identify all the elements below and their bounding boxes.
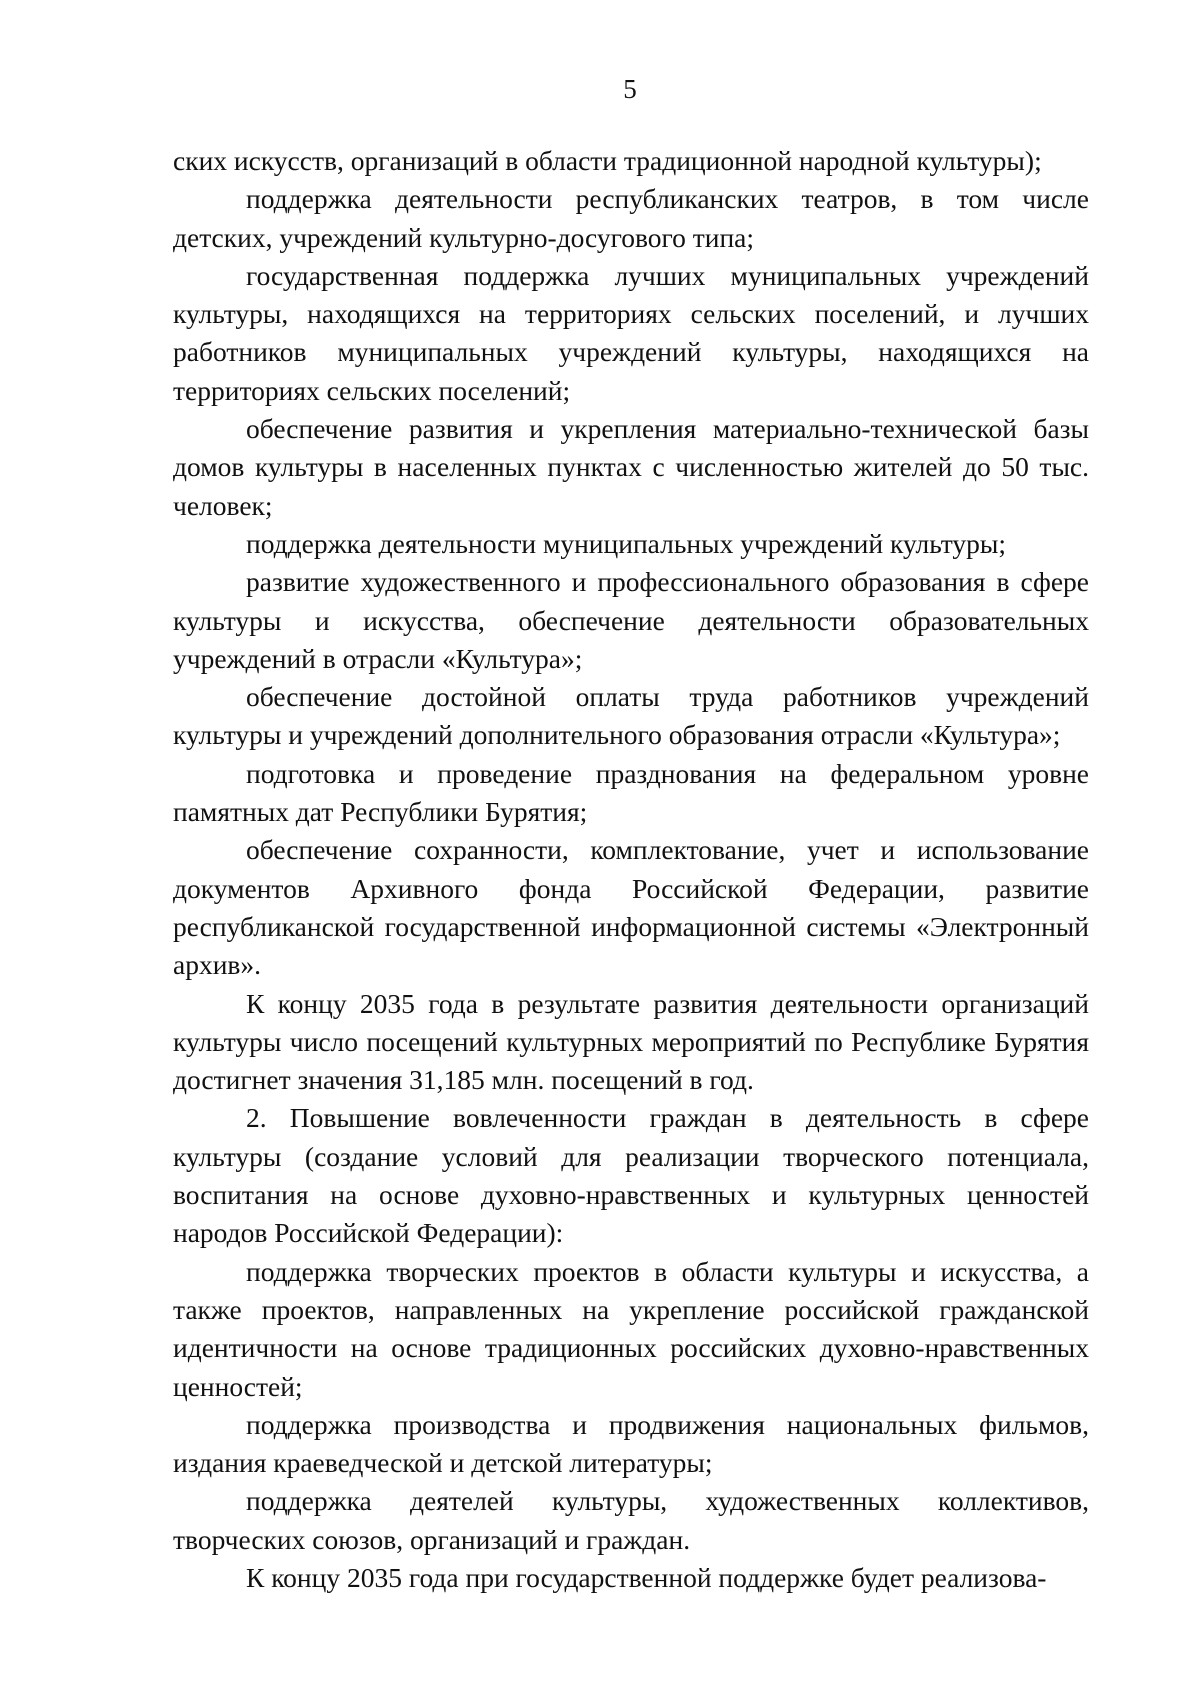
- paragraph: поддержка деятельности муниципальных учреждений культуры;: [246, 527, 1006, 559]
- paragraph: 2. Повышение вовлеченности граждан в деятельность в сфере культуры (создание условий для реализации творческого потенциала, воспитания на основе духовно-нравственных и культурных ценностей народов Российской Федерации):: [173, 1102, 1089, 1249]
- paragraph: К концу 2035 года в результате развития деятельности организаций культуры число посещений культурных мероприятий по Республике Бурятия достигнет значения 31,185 млн. посещений в год.: [173, 987, 1089, 1096]
- paragraph: обеспечение достойной оплаты труда работников учреждений культуры и учреждений дополнительного образования отрасли «Культура»;: [173, 681, 1089, 751]
- paragraph: поддержка творческих проектов в области культуры и искусства, а также проектов, направленных на укрепление российской гражданской идентичности на основе традиционных российских духовно-нравственных ценностей;: [173, 1255, 1089, 1402]
- paragraph: К концу 2035 года при государственной поддержке будет реализова-: [246, 1561, 1047, 1593]
- paragraph: обеспечение развития и укрепления материально-технической базы домов культуры в населенных пунктах с численностью жителей до 50 тыс. человек;: [173, 413, 1089, 521]
- paragraph: поддержка производства и продвижения национальных фильмов, издания краеведческой и детской литературы;: [173, 1408, 1089, 1479]
- paragraph: подготовка и проведение празднования на федеральном уровне памятных дат Республики Бурятия;: [173, 757, 1089, 828]
- paragraph: поддержка деятелей культуры, художественных коллективов, творческих союзов, организаций и граждан.: [173, 1485, 1089, 1555]
- paragraph: государственная поддержка лучших муниципальных учреждений культуры, находящихся на территориях сельских поселений, и лучших работников муниципальных учреждений культуры, находящихся на территориях сельских поселений;: [173, 259, 1089, 406]
- paragraph: поддержка деятельности республиканских театров, в том числе детских, учреждений культурно-досугового типа;: [173, 183, 1089, 253]
- paragraph: ских искусств, организаций в области традиционной народной культуры);: [173, 145, 1042, 176]
- document-body: [173, 142, 1089, 1597]
- paragraph: обеспечение сохранности, комплектование, учет и использование документов Архивного фонда Российской Федерации, развитие республиканской государственной информационной системы «Электронный архив».: [173, 834, 1089, 981]
- paragraph: развитие художественного и профессионального образования в сфере культуры и искусства, обеспечение деятельности образовательных учреждений в отрасли «Культура»;: [173, 566, 1089, 674]
- page-number: 5: [623, 74, 637, 104]
